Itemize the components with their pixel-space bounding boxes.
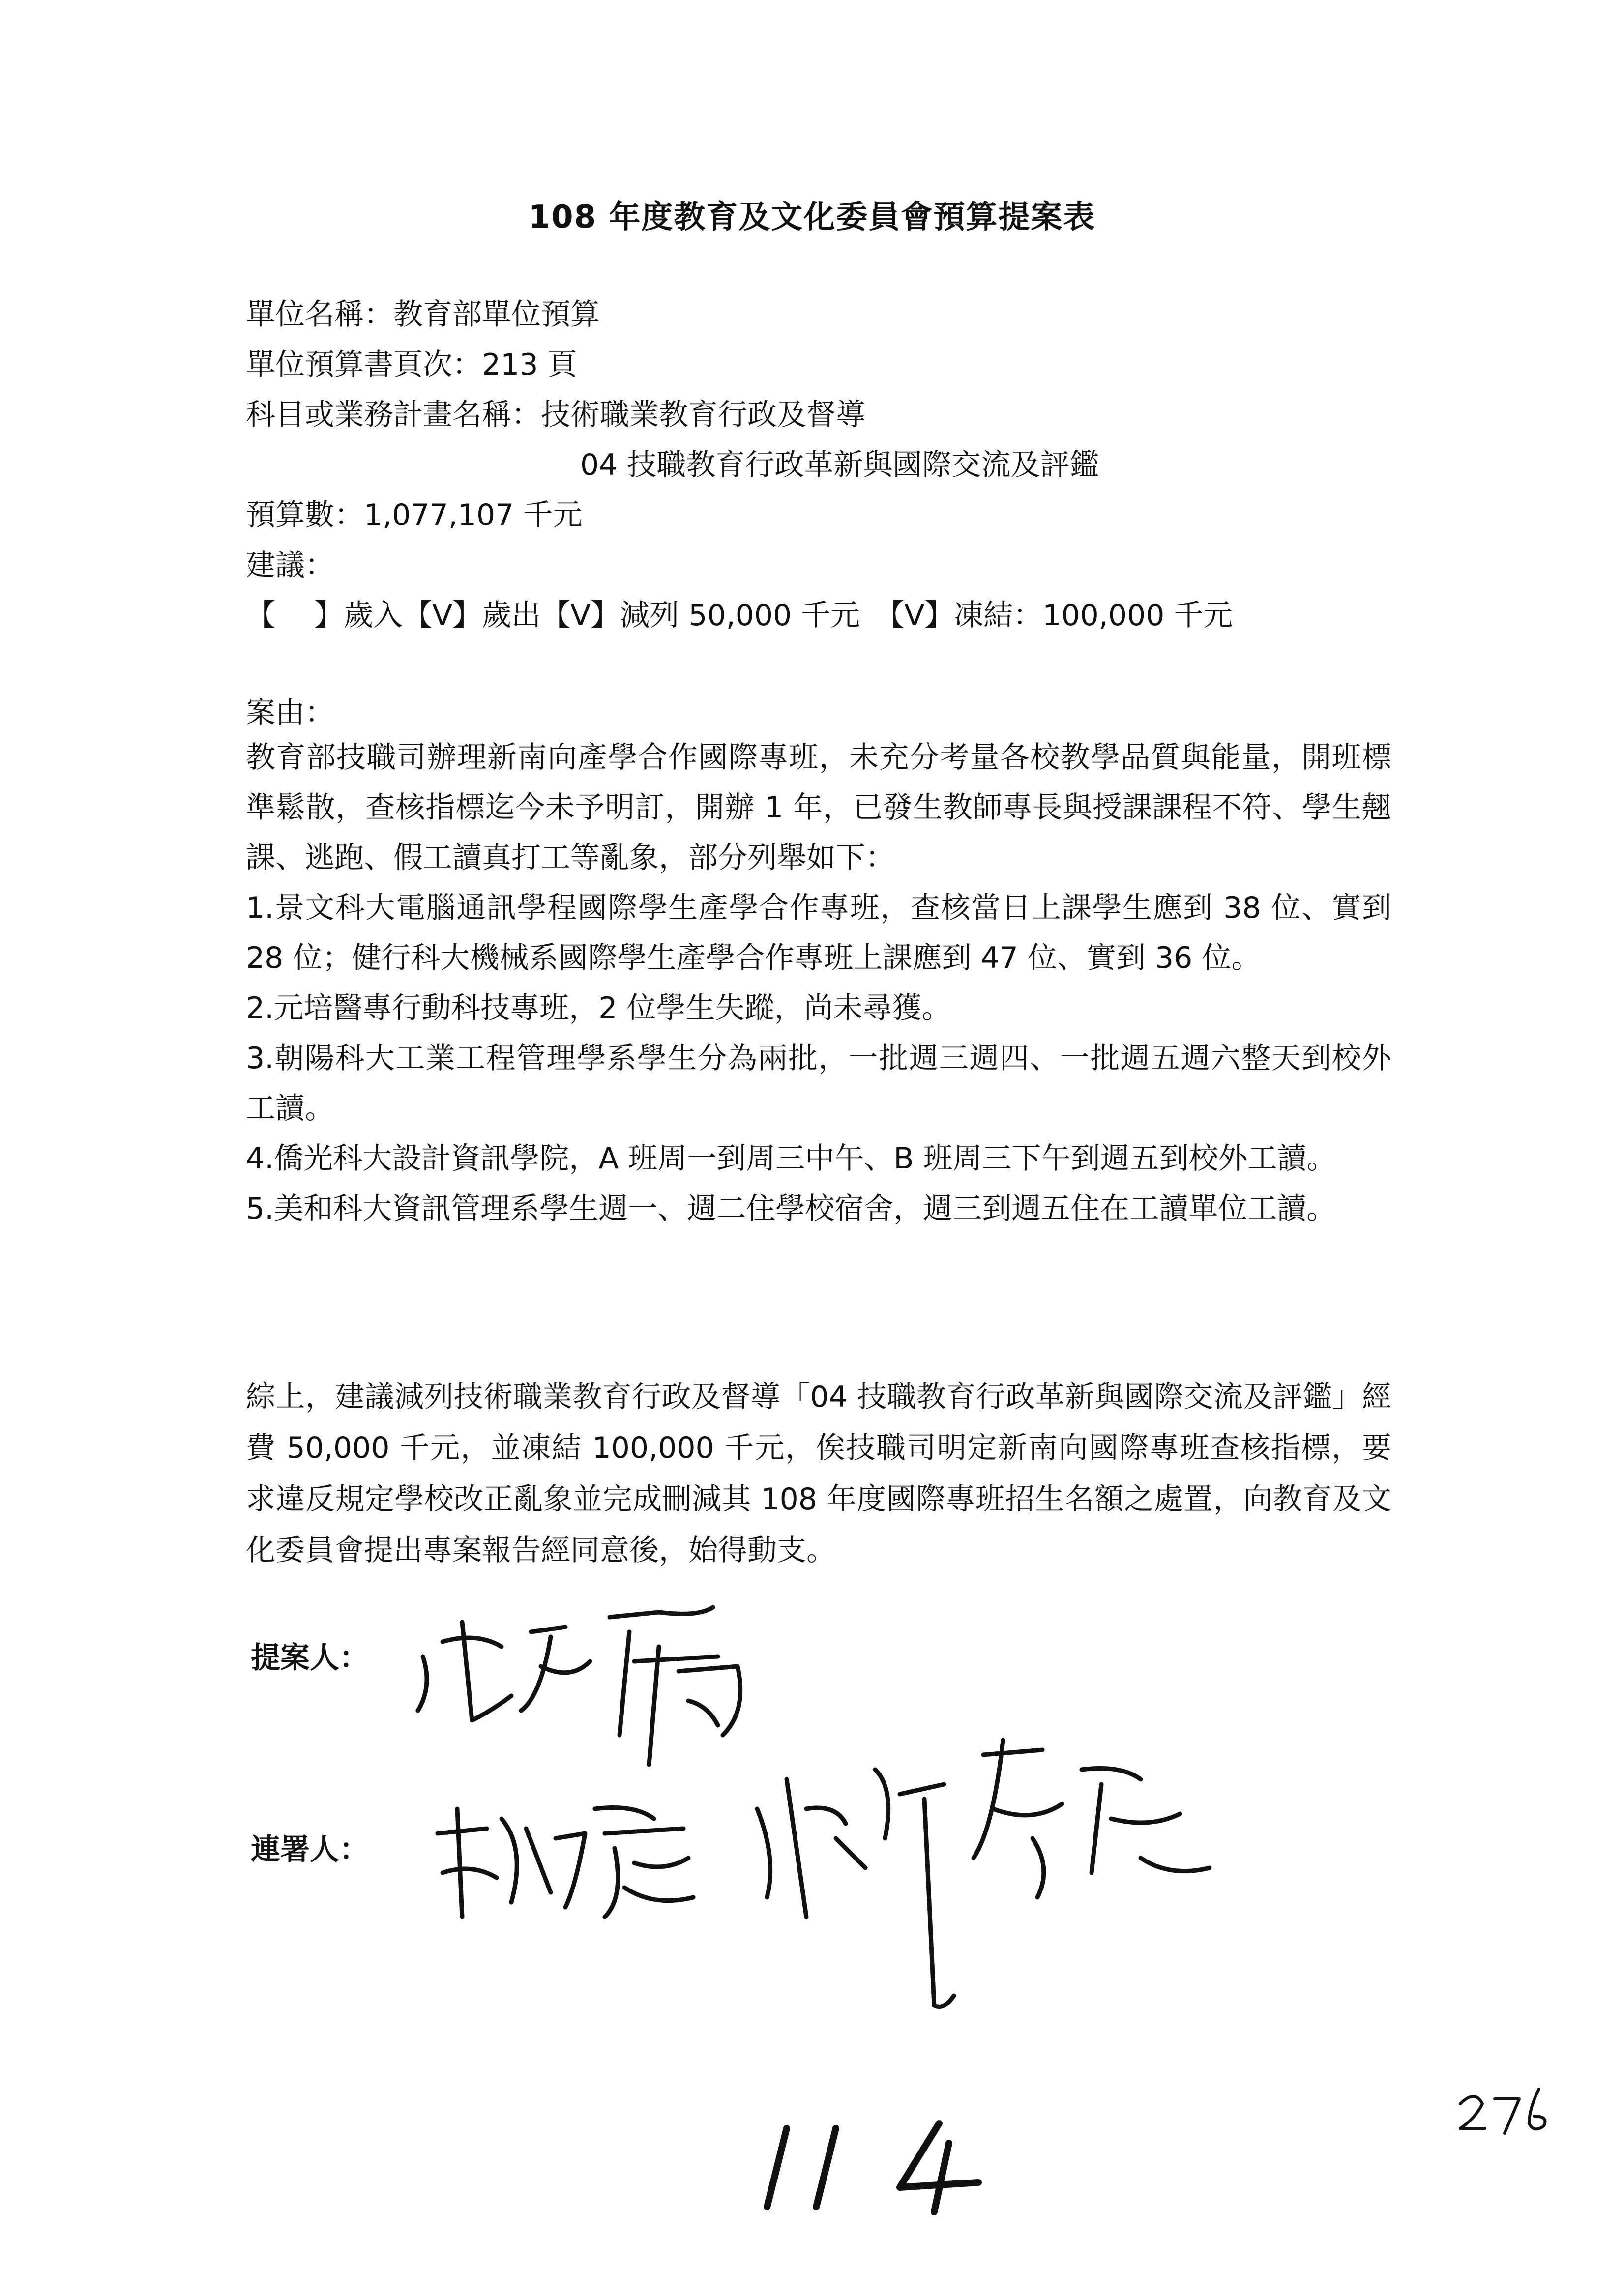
reason-item-4: 4.僑光科大設計資訊學院，A 班周一到周三中午、B 班周三下午到週五到校外工讀。 bbox=[246, 1141, 1336, 1176]
reason-intro: 教育部技職司辦理新南向產學合作國際專班，未充分考量各校教學品質與能量，開班標準鬆散，查核指標迄今未予明訂，開辦 1 年，已發生教師專長與授課課程不符、學生翹課、逃跑、假工讀真打工等亂象，部分列舉如下： bbox=[246, 740, 1391, 875]
cosigner-label: 連署人： bbox=[251, 1832, 369, 1867]
corner-note-handwritten bbox=[1455, 2079, 1554, 2138]
reason-item-1: 1.景文科大電腦通訊學程國際學生產學合作專班，查核當日上課學生應到 38 位、實到 28 位；健行科大機械系國際學生產學合作專班上課應到 47 位、實到 36 位。 bbox=[246, 891, 1391, 975]
reason-item-2: 2.元培醫專行動科技專班，2 位學生失蹤，尚未尋獲。 bbox=[246, 991, 951, 1025]
unit-name: 單位名稱：教育部單位預算 bbox=[246, 297, 600, 332]
reason-body bbox=[246, 732, 1391, 1234]
budget-page: 單位預算書頁次：213 頁 bbox=[246, 348, 577, 382]
budget-amount: 預算數：1,077,107 千元 bbox=[246, 498, 583, 532]
reason-item-3: 3.朝陽科大工業工程管理學系學生分為兩批，一批週三週四、一批週五週六整天到校外工讀。 bbox=[246, 1041, 1391, 1126]
document-title: 108 年度教育及文化委員會預算提案表 bbox=[528, 199, 1096, 235]
cosigner-signature-1 bbox=[428, 1789, 703, 1927]
recommendation-options: 【 】歲入【V】歲出【V】減列 50,000 千元 【V】凍結：100,000 千元 bbox=[246, 598, 1233, 633]
conclusion: 綜上，建議減列技術職業教育行政及督導「04 技職教育行政革新與國際交流及評鑑」經費 50,000 千元，並凍結 100,000 千元，俟技職司明定新南向國際專班查核指標，要求違反規定學校改正亂象並完成刪減其 108 年度國際專班招生名額之處置，向教育及文化委員會提出專案報告經同意後，始得動支。 bbox=[246, 1380, 1391, 1568]
proposer-signature bbox=[403, 1588, 787, 1774]
program-name-line1: 科目或業務計畫名稱：技術職業教育行政及督導 bbox=[246, 398, 865, 432]
recommendation-label: 建議： bbox=[246, 548, 334, 582]
reason-label: 案由： bbox=[246, 696, 334, 730]
page-number-handwritten bbox=[752, 2114, 988, 2212]
cosigner-signature-2 bbox=[738, 1711, 1229, 2015]
reason-item-5: 5.美和科大資訊管理系學生週一、週二住學校宿舍，週三到週五住在工讀單位工讀。 bbox=[246, 1192, 1336, 1226]
program-name-line2: 04 技職教育行政革新與國際交流及評鑑 bbox=[580, 448, 1099, 482]
proposer-label: 提案人： bbox=[251, 1641, 369, 1675]
